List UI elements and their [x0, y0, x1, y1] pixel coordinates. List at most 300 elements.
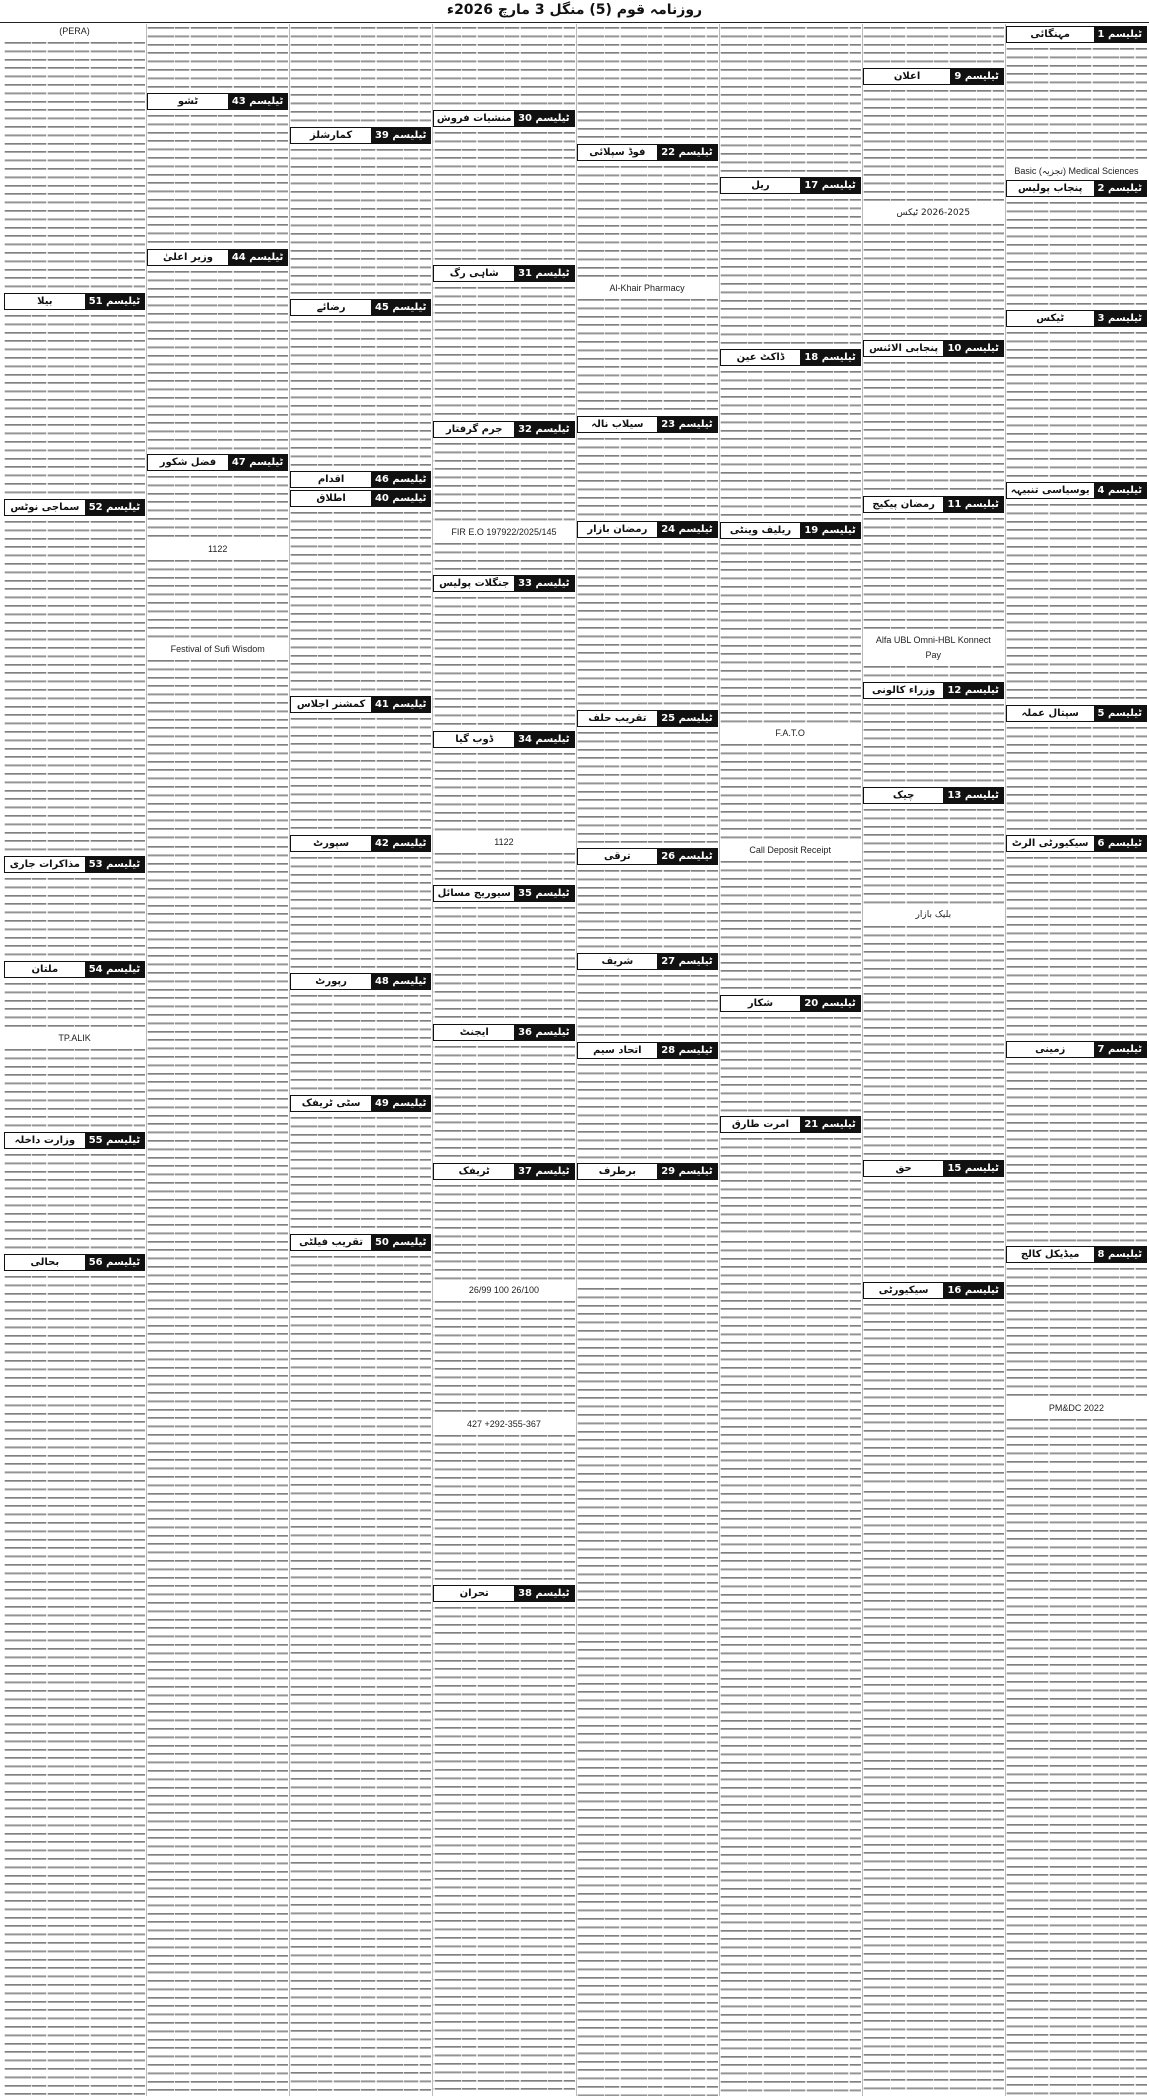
news-column — [4, 24, 145, 2096]
news-story — [433, 1284, 574, 1416]
story-topic: سپتال عملہ — [1007, 706, 1094, 721]
story-body-text — [863, 806, 1004, 907]
story-body-text — [1006, 1416, 1147, 1466]
story-number: ٹیلیسم 27 — [657, 954, 716, 969]
news-story — [4, 25, 145, 291]
story-body-text — [290, 509, 431, 694]
news-story — [863, 340, 1004, 493]
story-number: ٹیلیسم 32 — [514, 422, 573, 437]
news-story — [720, 522, 861, 726]
news-story — [290, 127, 431, 297]
story-body-text — [147, 657, 288, 842]
story-header — [577, 1042, 718, 1059]
story-header — [1006, 482, 1147, 499]
story-body-text — [577, 1182, 718, 1283]
news-story — [290, 835, 431, 972]
news-story — [720, 349, 861, 519]
news-story — [863, 68, 1004, 205]
story-number: ٹیلیسم 13 — [943, 788, 1002, 803]
news-story — [433, 421, 574, 524]
news-story — [863, 787, 1004, 907]
news-story — [577, 416, 718, 519]
story-topic: ٹشو — [148, 94, 228, 109]
story-topic: امرت طارق — [721, 1117, 801, 1132]
story-header — [290, 490, 431, 507]
story-number: ٹیلیسم 36 — [514, 1025, 573, 1040]
story-number: ٹیلیسم 52 — [85, 500, 144, 515]
story-header — [863, 787, 1004, 804]
story-topic: ڈوب گیا — [434, 732, 514, 747]
story-number: ٹیلیسم 55 — [85, 1133, 144, 1148]
story-number: ٹیلیسم 43 — [228, 94, 287, 109]
story-topic: سیکیورٹی الرٹ — [1007, 836, 1094, 851]
story-body-text — [720, 1014, 861, 1115]
news-story — [433, 265, 574, 418]
story-number: ٹیلیسم 8 — [1094, 1247, 1146, 1262]
story-body-text — [577, 972, 718, 1039]
story-header — [720, 1116, 861, 1133]
story-body-text — [1006, 1265, 1147, 1399]
story-topic: سیلاب نالہ — [578, 417, 658, 432]
news-column — [576, 24, 718, 2096]
story-body-text — [577, 867, 718, 951]
story-body-text — [720, 368, 861, 519]
story-number: ٹیلیسم 6 — [1094, 836, 1146, 851]
news-story — [863, 634, 1004, 647]
story-header — [290, 1234, 431, 1251]
story-body-text — [290, 1253, 431, 1287]
story-header — [147, 93, 288, 110]
story-body-text — [433, 1432, 574, 1583]
story-topic: اطلاق — [291, 491, 371, 506]
story-number: ٹیلیسم 5 — [1094, 706, 1146, 721]
story-body-text — [147, 473, 288, 540]
story-topic: بحالی — [5, 1255, 85, 1270]
news-story — [433, 1585, 574, 1638]
story-number: ٹیلیسم 9 — [950, 69, 1002, 84]
news-story — [863, 1160, 1004, 1280]
story-body-text — [863, 221, 1004, 339]
story-inline-text: Basic (تجزیہ) Medical Sciences — [1006, 165, 1147, 178]
news-story — [4, 856, 145, 959]
story-inline-text: Festival of Sufi Wisdom — [147, 643, 288, 656]
story-topic: تقریب حلف — [578, 711, 658, 726]
story-number: ٹیلیسم 18 — [800, 350, 859, 365]
news-column — [862, 24, 1004, 2096]
story-header — [290, 696, 431, 713]
story-body-text — [433, 594, 574, 728]
story-topic: بیلا — [5, 294, 85, 309]
story-header — [147, 249, 288, 266]
story-header — [290, 973, 431, 990]
story-topic: سماجی نوٹس — [5, 500, 85, 515]
story-topic: اتحاد سیم — [578, 1043, 658, 1058]
story-header — [1006, 835, 1147, 852]
story-body-text — [147, 557, 288, 641]
news-story — [1006, 165, 1147, 178]
story-body-text — [577, 435, 718, 519]
news-story — [290, 973, 431, 1093]
newspaper-page — [2, 24, 1147, 2096]
story-topic: جنگلات پولیس — [434, 576, 514, 591]
story-topic: مہنگائی — [1007, 27, 1094, 42]
story-body-text — [433, 850, 574, 884]
news-story — [147, 454, 288, 540]
story-inline-text: FIR E.O 197922/2025/145 — [433, 526, 574, 539]
news-story — [577, 521, 718, 708]
story-body-text — [863, 359, 1004, 493]
story-header — [577, 1163, 718, 1180]
story-header — [1006, 1246, 1147, 1263]
story-body-text — [863, 663, 1004, 680]
story-header — [433, 1585, 574, 1602]
story-inline-text: Alfa UBL Omni-HBL Konnect — [863, 634, 1004, 647]
news-story — [577, 282, 718, 414]
news-story — [290, 490, 431, 694]
news-story — [147, 249, 288, 453]
news-story — [433, 836, 574, 884]
story-number: ٹیلیسم 17 — [800, 178, 859, 193]
story-header — [433, 731, 574, 748]
story-body-text — [720, 541, 861, 726]
story-header — [290, 471, 431, 488]
story-number: ٹیلیسم 34 — [514, 732, 573, 747]
news-story — [863, 496, 1004, 633]
story-topic: ریلیف وینٹی — [721, 523, 801, 538]
news-column — [146, 24, 288, 2096]
story-number: ٹیلیسم 22 — [657, 145, 716, 160]
story-topic: کمارشلز — [291, 128, 371, 143]
story-inline-text: (PERA) — [4, 25, 145, 38]
news-story — [577, 144, 718, 281]
news-story — [1006, 1402, 1147, 1466]
story-number: ٹیلیسم 35 — [514, 886, 573, 901]
story-number: ٹیلیسم 26 — [657, 849, 716, 864]
story-body-text — [147, 268, 288, 453]
news-story — [1006, 835, 1147, 1039]
story-number: ٹیلیسم 3 — [1094, 311, 1146, 326]
story-header — [147, 454, 288, 471]
story-topic: زمینی — [1007, 1042, 1094, 1057]
story-header — [4, 499, 145, 516]
story-topic: ڈاکٹ عین — [721, 350, 801, 365]
story-topic: تحران — [434, 1586, 514, 1601]
story-header — [863, 1282, 1004, 1299]
news-story — [863, 909, 1004, 1158]
news-story — [720, 1116, 861, 1236]
story-header — [720, 177, 861, 194]
story-topic: وزارت داخلہ — [5, 1133, 85, 1148]
news-story — [290, 1234, 431, 1287]
story-number: ٹیلیسم 40 — [371, 491, 430, 506]
story-body-text — [1006, 724, 1147, 833]
story-inline-text: Call Deposit Receipt — [720, 844, 861, 857]
story-inline-text: 427 +292-355-367 — [433, 1418, 574, 1431]
story-inline-text: TP.ALIK — [4, 1032, 145, 1045]
story-number: ٹیلیسم 19 — [800, 523, 859, 538]
story-body-text — [863, 1301, 1004, 1486]
story-body-text — [863, 701, 1004, 785]
story-body-text — [863, 1488, 1004, 2096]
story-body-text — [1006, 329, 1147, 480]
news-story — [433, 1163, 574, 1283]
story-body-text — [433, 1182, 574, 1283]
story-body-text — [577, 163, 718, 281]
story-header — [577, 848, 718, 865]
story-body-text — [4, 875, 145, 959]
story-topic: اقدام — [291, 472, 371, 487]
story-topic: ریل — [721, 178, 801, 193]
story-header — [290, 835, 431, 852]
story-number: ٹیلیسم 37 — [514, 1164, 573, 1179]
story-number: ٹیلیسم 4 — [1094, 483, 1146, 498]
news-story — [433, 1024, 574, 1161]
story-header — [577, 416, 718, 433]
story-number: ٹیلیسم 56 — [85, 1255, 144, 1270]
story-body-text — [1006, 501, 1147, 703]
story-body-text — [147, 24, 288, 91]
story-body-text — [1006, 45, 1147, 163]
story-number: ٹیلیسم 45 — [371, 300, 430, 315]
story-topic: ترقی — [578, 849, 658, 864]
news-column — [432, 24, 574, 2096]
news-story — [720, 727, 861, 842]
story-body-text — [4, 1151, 145, 1252]
story-topic: سٹی ٹریفک — [291, 1096, 371, 1111]
story-header — [290, 299, 431, 316]
story-topic: منشیات فروش — [434, 111, 514, 126]
story-number: ٹیلیسم 49 — [371, 1096, 430, 1111]
news-story — [863, 24, 1004, 66]
story-header — [1006, 1041, 1147, 1058]
news-story — [147, 24, 288, 91]
news-story — [577, 710, 718, 847]
story-topic: میڈیکل کالج — [1007, 1247, 1094, 1262]
story-topic: پنجاب پولیس — [1007, 181, 1094, 196]
story-header — [863, 682, 1004, 699]
story-body-text — [433, 24, 574, 108]
story-inline-text: 1122 — [147, 543, 288, 556]
story-header — [577, 953, 718, 970]
story-number: ٹیلیسم 30 — [514, 111, 573, 126]
news-story — [720, 844, 861, 992]
story-body-text — [290, 1114, 431, 1232]
story-topic: اعلان — [864, 69, 951, 84]
news-story — [433, 526, 574, 574]
story-body-text — [577, 1061, 718, 1162]
story-inline-text: Pay — [863, 649, 1004, 662]
story-topic: ٹریفک — [434, 1164, 514, 1179]
news-story — [4, 1032, 145, 1130]
story-inline-text: F.A.T.O — [720, 727, 861, 740]
story-header — [1006, 705, 1147, 722]
news-story — [863, 649, 1004, 680]
story-body-text — [1006, 1060, 1147, 1245]
news-story — [1006, 482, 1147, 703]
story-number: ٹیلیسم 1 — [1094, 27, 1146, 42]
story-header — [720, 522, 861, 539]
story-body-text — [433, 540, 574, 574]
story-body-text — [863, 515, 1004, 633]
news-story — [1006, 1246, 1147, 1399]
story-header — [433, 110, 574, 127]
news-story — [290, 696, 431, 833]
story-body-text — [147, 112, 288, 246]
story-number: ٹیلیسم 21 — [800, 1117, 859, 1132]
news-story — [4, 1254, 145, 1391]
news-story — [147, 93, 288, 246]
news-story — [577, 848, 718, 951]
news-story — [720, 995, 861, 1115]
story-body-text — [863, 923, 1004, 1158]
story-body-text — [577, 729, 718, 847]
story-topic: شکار — [721, 996, 801, 1011]
story-inline-text: Al-Khair Pharmacy — [577, 282, 718, 295]
story-body-text — [290, 24, 431, 125]
news-story — [147, 643, 288, 842]
news-story — [577, 1042, 718, 1162]
story-topic: ایجنٹ — [434, 1025, 514, 1040]
story-body-text — [4, 312, 145, 497]
story-inline-text: 2026-2025 ٹیکس — [863, 207, 1004, 220]
story-body-text — [290, 1288, 431, 2096]
story-header — [863, 68, 1004, 85]
story-number: ٹیلیسم 10 — [943, 341, 1002, 356]
story-number: ٹیلیسم 38 — [514, 1586, 573, 1601]
story-topic: جرم گرفتار — [434, 422, 514, 437]
story-number: ٹیلیسم 25 — [657, 711, 716, 726]
story-body-text — [290, 854, 431, 972]
news-story — [147, 543, 288, 641]
news-story — [577, 1163, 718, 1283]
news-story — [290, 299, 431, 469]
story-header — [4, 1254, 145, 1271]
story-number: ٹیلیسم 54 — [85, 962, 144, 977]
news-story — [4, 499, 145, 854]
story-body-text — [433, 1604, 574, 1638]
story-number: ٹیلیسم 50 — [371, 1235, 430, 1250]
story-number: ٹیلیسم 23 — [657, 417, 716, 432]
story-header — [1006, 26, 1147, 43]
story-body-text — [1006, 1468, 1147, 2096]
story-topic: کمشنر اجلاس — [291, 697, 371, 712]
story-number: ٹیلیسم 53 — [85, 857, 144, 872]
story-topic: سپورٹ — [291, 836, 371, 851]
story-number: ٹیلیسم 31 — [514, 266, 573, 281]
story-body-text — [863, 24, 1004, 66]
story-body-text — [290, 715, 431, 833]
story-number: ٹیلیسم 24 — [657, 522, 716, 537]
news-story — [290, 471, 431, 488]
story-number: ٹیلیسم 28 — [657, 1043, 716, 1058]
story-body-text — [4, 1393, 145, 2096]
story-body-text — [1006, 854, 1147, 1039]
news-story — [1006, 1041, 1147, 1245]
story-header — [720, 995, 861, 1012]
story-header — [4, 961, 145, 978]
story-body-text — [577, 1285, 718, 2096]
news-story — [4, 961, 145, 1030]
news-story — [577, 24, 718, 142]
story-number: ٹیلیسم 42 — [371, 836, 430, 851]
story-number: ٹیلیسم 39 — [371, 128, 430, 143]
story-number: ٹیلیسم 46 — [371, 472, 430, 487]
story-topic: رمضان بازار — [578, 522, 658, 537]
story-body-text — [290, 146, 431, 297]
news-story — [720, 177, 861, 347]
story-number: ٹیلیسم 20 — [800, 996, 859, 1011]
story-body-text — [433, 284, 574, 418]
story-topic: یوسیاسی تنبیہہ — [1007, 483, 1094, 498]
story-number: ٹیلیسم 44 — [228, 250, 287, 265]
story-header — [577, 521, 718, 538]
news-story — [1006, 705, 1147, 833]
story-body-text — [577, 296, 718, 414]
story-topic: وزراء کالونی — [864, 683, 944, 698]
news-column — [719, 24, 861, 2096]
news-story — [290, 24, 431, 125]
story-number: ٹیلیسم 29 — [657, 1164, 716, 1179]
story-body-text — [290, 318, 431, 469]
story-number: ٹیلیسم 41 — [371, 697, 430, 712]
story-header — [863, 340, 1004, 357]
story-body-text — [720, 741, 861, 842]
news-story — [4, 1132, 145, 1252]
news-story — [433, 110, 574, 263]
story-header — [433, 885, 574, 902]
story-number: ٹیلیسم 2 — [1094, 181, 1146, 196]
story-topic: برطرف — [578, 1164, 658, 1179]
story-topic: چیک — [864, 788, 944, 803]
story-inline-text: 26/99 100 26/100 — [433, 1284, 574, 1297]
news-story — [433, 575, 574, 728]
story-inline-text: PM&DC 2022 — [1006, 1402, 1147, 1415]
story-body-text — [720, 1238, 861, 2096]
story-body-text — [147, 843, 288, 2096]
story-body-text — [577, 540, 718, 708]
story-topic: فوڈ سپلائی — [578, 145, 658, 160]
story-body-text — [1006, 199, 1147, 308]
story-number: ٹیلیسم 47 — [228, 455, 287, 470]
story-body-text — [720, 858, 861, 992]
news-column — [289, 24, 431, 2096]
news-story — [433, 24, 574, 108]
story-header — [1006, 180, 1147, 197]
story-body-text — [290, 992, 431, 1093]
story-header — [577, 144, 718, 161]
story-body-text — [4, 518, 145, 854]
masthead-title: روزنامہ قوم (5) منگل 3 مارچ 2026ء — [0, 0, 1149, 23]
news-story — [577, 953, 718, 1039]
story-header — [433, 575, 574, 592]
news-story — [863, 207, 1004, 339]
story-header — [290, 1095, 431, 1112]
story-header — [720, 349, 861, 366]
story-header — [863, 1160, 1004, 1177]
story-number: ٹیلیسم 15 — [943, 1161, 1002, 1176]
story-topic: شریف — [578, 954, 658, 969]
story-inline-text: بلیک بازار — [863, 909, 1004, 922]
story-number: ٹیلیسم 48 — [371, 974, 430, 989]
news-story — [1006, 310, 1147, 480]
story-topic: حق — [864, 1161, 944, 1176]
story-number: ٹیلیسم 33 — [514, 576, 573, 591]
story-body-text — [4, 1273, 145, 1391]
story-number: ٹیلیسم 12 — [943, 683, 1002, 698]
story-header — [4, 293, 145, 310]
story-body-text — [863, 87, 1004, 205]
news-story — [720, 24, 861, 175]
